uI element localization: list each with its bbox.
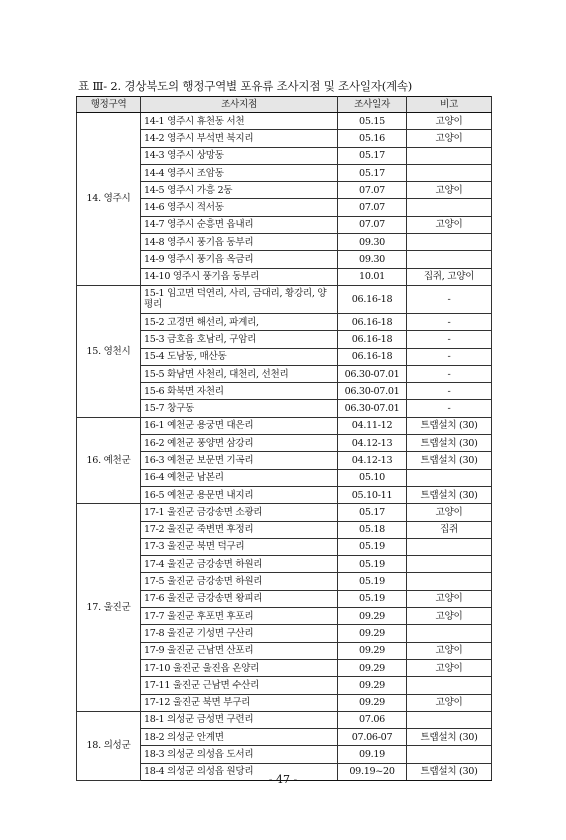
note-cell	[407, 556, 492, 573]
note-cell: 트랩설치 (30)	[407, 486, 492, 503]
date-cell: 04.11-12	[338, 417, 407, 434]
region-cell: 15. 영천시	[77, 285, 141, 417]
site-cell: 14-9 영주시 풍기읍 옥금리	[141, 251, 338, 268]
table-row	[77, 504, 492, 521]
note-cell: -	[407, 313, 492, 330]
site-cell: 15-6 화북면 자천리	[141, 383, 338, 400]
site-cell: 16-1 예천군 용궁면 대은리	[141, 417, 338, 434]
date-cell: 07.07	[338, 182, 407, 199]
region-cell: 17. 울진군	[77, 504, 141, 712]
note-cell	[407, 164, 492, 181]
site-cell: 17-5 울진군 금강송면 하원리	[141, 573, 338, 590]
region-cell: 16. 예천군	[77, 417, 141, 503]
date-cell: 09.19~20	[338, 763, 407, 780]
date-cell: 09.29	[338, 659, 407, 676]
note-cell	[407, 625, 492, 642]
header-site: 조사지점	[141, 97, 338, 113]
table-row	[77, 285, 492, 313]
note-cell: 고양이	[407, 504, 492, 521]
date-cell: 05.16	[338, 130, 407, 147]
note-cell: -	[407, 348, 492, 365]
table-caption: 표 Ⅲ- 2. 경상북도의 행정구역별 포유류 조사지점 및 조사일자(계속)	[78, 79, 413, 93]
note-cell: 고양이	[407, 590, 492, 607]
region-cell: 18. 의성군	[77, 711, 141, 780]
header-region: 행정구역	[77, 97, 141, 113]
date-cell: 05.15	[338, 113, 407, 130]
date-cell: 09.30	[338, 234, 407, 251]
date-cell: 06.30-07.01	[338, 383, 407, 400]
date-cell: 05.17	[338, 147, 407, 164]
date-cell: 05.18	[338, 521, 407, 538]
date-cell: 05.19	[338, 556, 407, 573]
note-cell: 고양이	[407, 113, 492, 130]
note-cell	[407, 538, 492, 555]
site-cell: 15-3 금호읍 호남리, 구암리	[141, 331, 338, 348]
date-cell: 07.06	[338, 711, 407, 728]
site-cell: 14-6 영주시 적서동	[141, 199, 338, 216]
site-cell: 17-2 울진군 죽변면 후정리	[141, 521, 338, 538]
note-cell	[407, 147, 492, 164]
note-cell: -	[407, 365, 492, 382]
table-row	[77, 113, 492, 130]
site-cell: 15-4 도남동, 매산동	[141, 348, 338, 365]
note-cell: 고양이	[407, 642, 492, 659]
site-cell: 18-2 의성군 안계면	[141, 729, 338, 746]
date-cell: 09.30	[338, 251, 407, 268]
note-cell	[407, 573, 492, 590]
date-cell: 10.01	[338, 268, 407, 285]
site-cell: 16-3 예천군 보문면 기곡리	[141, 452, 338, 469]
table-body	[77, 113, 492, 781]
table-row	[77, 417, 492, 434]
table-row	[77, 711, 492, 728]
date-cell: 06.16-18	[338, 313, 407, 330]
date-cell: 09.29	[338, 694, 407, 711]
date-cell: 06.16-18	[338, 331, 407, 348]
site-cell: 17-4 울진군 금강송면 하원리	[141, 556, 338, 573]
site-cell: 15-1 임고면 덕연리, 사리, 금대리, 황강리, 양평리	[141, 285, 338, 313]
site-cell: 18-4 의성군 의성읍 원당리	[141, 763, 338, 780]
date-cell: 06.16-18	[338, 285, 407, 313]
site-cell: 17-12 울진군 북면 부구리	[141, 694, 338, 711]
note-cell: 고양이	[407, 659, 492, 676]
site-cell: 14-2 영주시 부석면 북지리	[141, 130, 338, 147]
note-cell: 트랩설치 (30)	[407, 763, 492, 780]
site-cell: 14-1 영주시 휴천동 서천	[141, 113, 338, 130]
date-cell: 04.12-13	[338, 452, 407, 469]
note-cell	[407, 677, 492, 694]
date-cell: 09.29	[338, 608, 407, 625]
note-cell: -	[407, 331, 492, 348]
date-cell: 06.16-18	[338, 348, 407, 365]
site-cell: 17-10 울진군 울진읍 온양리	[141, 659, 338, 676]
date-cell: 07.07	[338, 199, 407, 216]
date-cell: 05.17	[338, 504, 407, 521]
site-cell: 14-8 영주시 풍기읍 동부리	[141, 234, 338, 251]
note-cell	[407, 469, 492, 486]
note-cell: 고양이	[407, 130, 492, 147]
site-cell: 18-3 의성군 의성읍 도서리	[141, 746, 338, 763]
note-cell	[407, 711, 492, 728]
note-cell: -	[407, 400, 492, 417]
note-cell: 고양이	[407, 694, 492, 711]
note-cell	[407, 251, 492, 268]
site-cell: 14-5 영주시 가흥 2동	[141, 182, 338, 199]
site-cell: 17-7 울진군 후포면 후포리	[141, 608, 338, 625]
note-cell: 트랩설치 (30)	[407, 729, 492, 746]
site-cell: 16-2 예천군 풍양면 삼강리	[141, 435, 338, 452]
note-cell: 트랩설치 (30)	[407, 452, 492, 469]
site-cell: 17-3 울진군 북면 덕구리	[141, 538, 338, 555]
note-cell: -	[407, 383, 492, 400]
date-cell: 07.07	[338, 216, 407, 233]
site-cell: 17-9 울진군 근남면 산포리	[141, 642, 338, 659]
note-cell: -	[407, 285, 492, 313]
note-cell	[407, 234, 492, 251]
date-cell: 05.19	[338, 573, 407, 590]
date-cell: 05.19	[338, 538, 407, 555]
site-cell: 14-10 영주시 풍기읍 동부리	[141, 268, 338, 285]
site-cell: 17-6 울진군 금강송면 왕피리	[141, 590, 338, 607]
table-header	[77, 97, 492, 113]
note-cell: 트랩설치 (30)	[407, 435, 492, 452]
date-cell: 06.30-07.01	[338, 400, 407, 417]
note-cell	[407, 746, 492, 763]
date-cell: 04.12-13	[338, 435, 407, 452]
site-cell: 18-1 의성군 금성면 구련리	[141, 711, 338, 728]
note-cell	[407, 199, 492, 216]
site-cell: 15-5 화남면 사천리, 대천리, 선천리	[141, 365, 338, 382]
site-cell: 15-2 고경면 해선리, 파계리,	[141, 313, 338, 330]
site-cell: 14-4 영주시 조암동	[141, 164, 338, 181]
date-cell: 05.10	[338, 469, 407, 486]
date-cell: 09.29	[338, 625, 407, 642]
date-cell: 06.30-07.01	[338, 365, 407, 382]
date-cell: 05.17	[338, 164, 407, 181]
region-cell: 14. 영주시	[77, 113, 141, 286]
date-cell: 09.29	[338, 642, 407, 659]
survey-table	[76, 96, 492, 781]
date-cell: 05.19	[338, 590, 407, 607]
page-number: - 47 -	[268, 773, 298, 786]
note-cell: 집쥐, 고양이	[407, 268, 492, 285]
date-cell: 05.10-11	[338, 486, 407, 503]
site-cell: 14-3 영주시 상망동	[141, 147, 338, 164]
site-cell: 17-8 울진군 기성면 구산리	[141, 625, 338, 642]
site-cell: 17-11 울진군 근남면 수산리	[141, 677, 338, 694]
site-cell: 16-4 예천군 남본리	[141, 469, 338, 486]
date-cell: 09.19	[338, 746, 407, 763]
date-cell: 07.06-07	[338, 729, 407, 746]
site-cell: 16-5 예천군 용문면 내지리	[141, 486, 338, 503]
header-note: 비고	[407, 97, 492, 113]
note-cell: 트랩설치 (30)	[407, 417, 492, 434]
site-cell: 17-1 울진군 금강송면 소광리	[141, 504, 338, 521]
note-cell: 고양이	[407, 608, 492, 625]
note-cell: 고양이	[407, 182, 492, 199]
note-cell: 집쥐	[407, 521, 492, 538]
site-cell: 14-7 영주시 순흥면 읍내리	[141, 216, 338, 233]
date-cell: 09.29	[338, 677, 407, 694]
site-cell: 15-7 창구동	[141, 400, 338, 417]
header-date: 조사일자	[338, 97, 407, 113]
note-cell: 고양이	[407, 216, 492, 233]
